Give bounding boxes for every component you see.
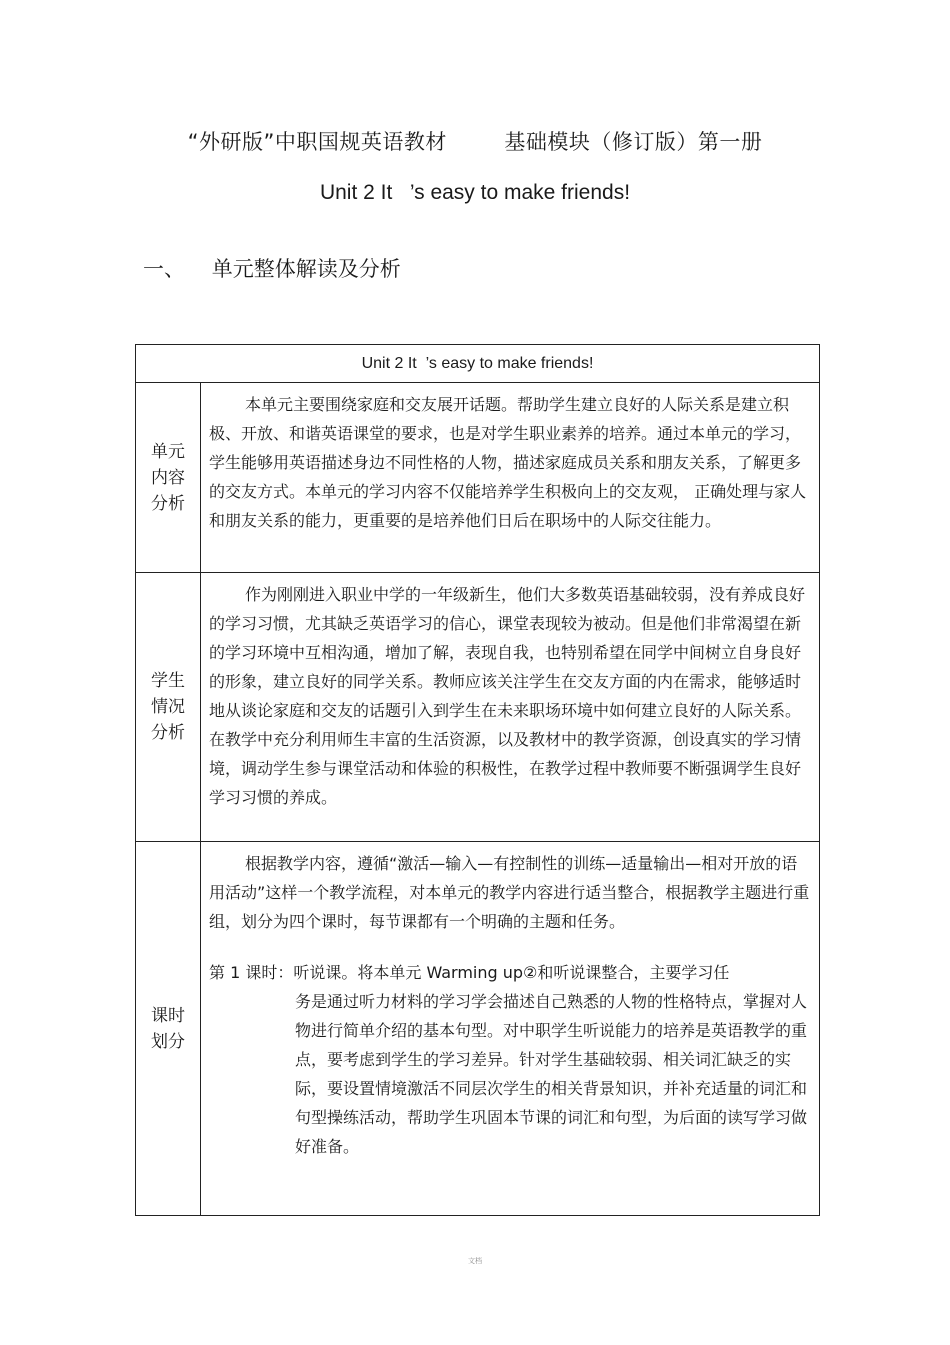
row-content: [201, 573, 820, 842]
row-label: [136, 573, 201, 842]
lesson-body: 务是通过听力材料的学习学会描述自己熟悉的人物的性格特点，掌握对人物进行简单介绍的基本句型。对中职学生听说能力的培养是英语教学的重点，要考虑到学生的学习差异。针对学生基础较弱、相关词汇缺乏的实际，要设置情境激活不同层次学生的相关背景知识，并补充适量的词汇和句型操练活动，帮助学生巩固本节课的词汇和句型，为后面的读写学习做好准备。: [295, 992, 808, 1156]
row-label: [136, 383, 201, 573]
row-paragraph: 本单元主要围绕家庭和交友展开话题。帮助学生建立良好的人际关系是建立积极、开放、和谐英语课堂的要求，也是对学生职业素养的培养。通过本单元的学习，学生能够用英语描述身边不同性格的人物，描述家庭成员关系和朋友关系，了解更多的交友方式。本单元的学习内容不仅能培养学生积极向上的交友观， 正确处理与家人和朋友关系的能力，更重要的是培养他们日后在职场中的人际交往能力。: [209, 395, 807, 530]
table-row: [136, 573, 820, 842]
table-row: [136, 383, 820, 573]
row-paragraph: 作为刚刚进入职业中学的一年级新生，他们大多数英语基础较弱，没有养成良好的学习习惯，尤其缺乏英语学习的信心，课堂表现较为被动。但是他们非常渴望在新的学习环境中互相沟通，增加了解，表现自我，也特别希望在同学中间树立自身良好的形象，建立良好的同学关系。教师应该关注学生在交友方面的内在需求，能够适时地从谈论家庭和交友的话题引入到学生在未来职场环境中如何建立良好的人际关系。在教学中充分利用师生丰富的生活资源，以及教材中的教学资源，创设真实的学习情境，调动学生参与课堂活动和体验的积极性，在教学过程中教师要不断强调学生良好学习习惯的养成。: [209, 585, 806, 807]
table-header-row: [136, 345, 820, 383]
table-row: [136, 842, 820, 1216]
row-label-line: 情况: [151, 697, 185, 717]
unit-title: Unit 2 It ’s easy to make friends!: [319, 181, 631, 204]
row-label-line: 分析: [151, 723, 185, 743]
row-label: [136, 842, 201, 1216]
lesson-label: 第 1 课时：听说课。: [209, 963, 358, 982]
row-label-line: 课时: [151, 1005, 185, 1026]
page-footer: 文档: [468, 1257, 482, 1265]
row-paragraph: 根据教学内容，遵循“激活—输入—有控制性的训练—适量输出—相对开放的语用活动”这样一个教学流程，对本单元的教学内容进行适当整合，根据教学主题进行重组，划分为四个课时，每节课都有一个明确的主题和任务。: [209, 854, 810, 931]
document-title: “外研版”中职国规英语教材 基础模块（修订版）第一册: [187, 130, 763, 154]
table-header: Unit 2 It ’s easy to make friends!: [136, 345, 820, 383]
row-content: [201, 383, 820, 573]
row-label-line: 划分: [151, 1031, 185, 1052]
lesson-1: [209, 958, 811, 1161]
row-label-line: 单元: [151, 441, 185, 462]
row-content: [201, 842, 820, 1216]
row-label-line: 学生: [151, 671, 185, 691]
analysis-table: [135, 344, 820, 1216]
lesson-first-line: 将本单元 Warming up②和听说课整合，主要学习任: [357, 963, 730, 982]
section-heading: 一、 单元整体解读及分析: [143, 257, 401, 281]
row-label-line: 分析: [151, 493, 185, 514]
row-label-line: 内容: [151, 467, 185, 488]
